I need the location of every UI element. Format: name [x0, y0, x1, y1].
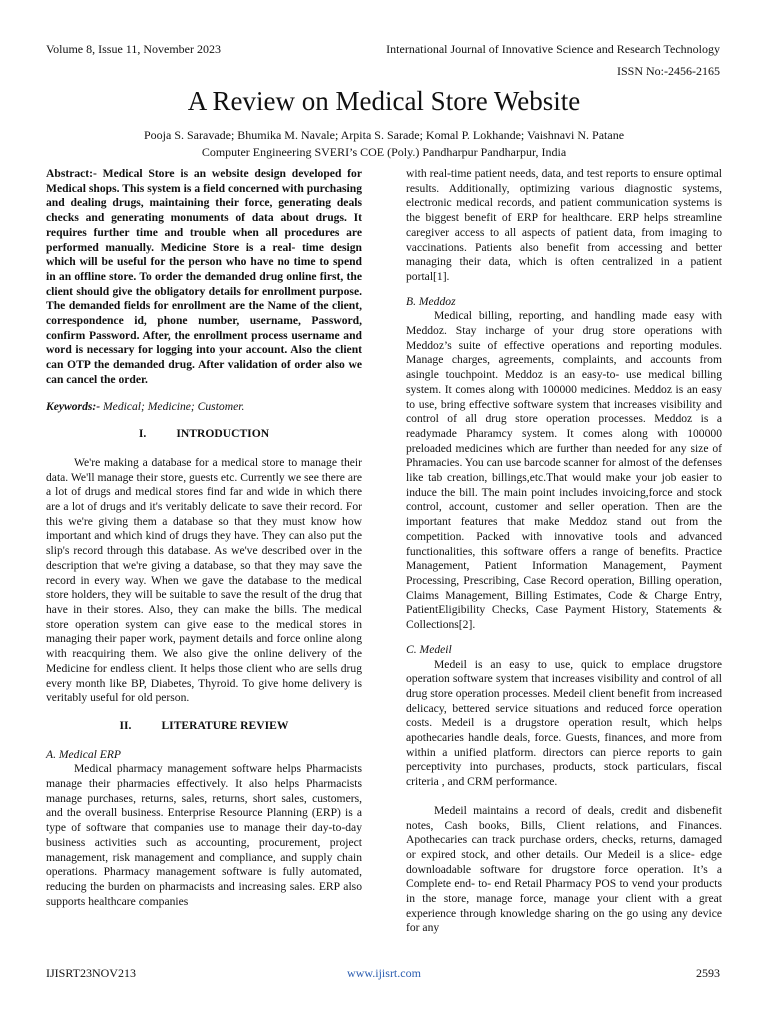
- section-title: LITERATURE REVIEW: [161, 718, 289, 732]
- section-heading-introduction: [46, 427, 362, 442]
- medeil-paragraph-1: Medeil is an easy to use, quick to emplace drugstore operation software system that increases visibility and control of all drug store operation processes. Medeil client benefit from increased delicacy, bettered service situations and reduced force operation costs. Medeil is a drugstore operation result, which helps apothecaries handle deals, force. Guests, finances, and more from within a unified platform. directors can pierce reports to gain perceptivity into purchases, products, stock particulars, fiscal criteria , and CRM performance.: [406, 657, 722, 789]
- section-number: II.: [119, 718, 132, 732]
- subsection-heading-meddoz: B. Meddoz: [406, 294, 456, 308]
- keywords-label: Keywords:-: [46, 399, 101, 413]
- medeil-paragraph-2: Medeil maintains a record of deals, credit and disbenefit notes, Cash books, Bills, Client relations, and Finances. Apothecaries can track purchase orders, checks, returns, damaged or expired stock, and other details. Our Medeil is a slice- edge downloadable software for drugstore force operation. It’s a Complete end- to- end Retail Pharmacy POS to vend your products in the store, manage force, manage your client with a great experience through knowledge sharing on the go using any device for any: [406, 803, 722, 935]
- page-number: 2593: [696, 966, 720, 980]
- journal-name: International Journal of Innovative Science and Research Technology: [386, 42, 720, 56]
- meddoz-paragraph: Medical billing, reporting, and handling made easy with Meddoz. Stay incharge of your drug store operations with Meddoz’s suite of effective operations and reporting modules. Manage charges, agreements, complaints, and accounts from asingle touchpoint. Meddoz is an easy-to- use medical billing system. It comes along with 100000 medicines. Meddoz is an easy to use, bring effective software system that increases visibility and control of all drug store operation processes. Meddoz is a readymade Pharamcy system. It comes along with 100000 preloaded medicines which are further than needed for any size of Phramacies. You can use barcode scanner for almost of the defenses like tab creation, billings,etc.That would make your job easier to induce the bill. The main point includes invoicing,force and stock control, account, customer and seller operation. Then are the important features that make Meddoz stand out from the competition. Packed with innovative tools and advanced functionalities, this software offers a range of benefits. Practice Management, Patient Information Management, Payment Processing, Prescribing, Case Record operation, Billing operation, Claims Management, Billing Estimates, Code & Charge Entry, PatientEligibility Checks, Case Payment History, Statements & Collections[2].: [406, 309, 722, 632]
- paper-title: A Review on Medical Store Website: [187, 86, 581, 116]
- medical-erp-paragraph: Medical pharmacy management software helps Pharmacists manage their pharmacies effectively. It also helps Pharmacists manage purchases, returns, sales, returns, short sales, customers, and the overall business. Enterprise Resource Planning (ERP) is a type of software that companies use to manage their day-to-day business activities such as accounting, procurement, project management, risk management and compliance, and supply chain operations. Pharmacy management software is fully automated, reducing the burden on pharmacists and increasing sales. ERP also supports healthcare companies: [46, 762, 362, 908]
- subsection-heading-medical-erp: A. Medical ERP: [46, 747, 122, 761]
- section-number: I.: [138, 427, 147, 441]
- section-title: INTRODUCTION: [176, 427, 270, 441]
- authors: Pooja S. Saravade; Bhumika M. Navale; Arpita S. Sarade; Komal P. Lokhande; Vaishnavi N. Patane: [143, 128, 625, 142]
- subsection-heading-medeil: C. Medeil: [406, 642, 452, 656]
- keywords-value: Medical; Medicine; Customer.: [103, 399, 245, 413]
- website-link[interactable]: www.ijisrt.com: [347, 966, 421, 980]
- paper-id: IJISRT23NOV213: [46, 966, 136, 980]
- abstract: Abstract:- Medical Store is an website design developed for Medical shops. This system is a field concerned with purchasing and dealing drugs, maintaining their force, generating deals checks and generating monuments of data about drugs. It requires further time and trouble when all procedures are performed manually. Medicine Store is a real- time design which will be useful for the person who have no time to spend in an offline store. To order the demanded drug online first, the client should give the obligatory details for enrollment purpose. The demanded fields for enrollment are the Name of the client, correspondence id, phone number, username, Password, confirm Password. After, the enrollment process username and word is necessary for logging into your account. Also the client can OTP the demanded drug. After validation of order also we can cancel the order.: [46, 167, 362, 386]
- right-column: [406, 167, 722, 936]
- volume-info: Volume 8, Issue 11, November 2023: [46, 42, 221, 56]
- issn: ISSN No:-2456-2165: [616, 64, 720, 78]
- keywords: [46, 400, 362, 415]
- introduction-paragraph: We're making a database for a medical store to manage their data. We'll manage their store, guests etc. Currently we see there are a lot of drugs and medical stores find far and wide in which there are a lot of drugs and it's veritably delicate to save their record. For this we're giving them a database so that they must know how important and which kind of drugs they have. They can also put the slip's record through this database. As we've described over in the description that we're giving a database, so that they may save the record in every way. When we gave the database to the medical store holders, they will be suitable to save the result of the drug that have in their stores. Also, they can make the bills. The medical store operation system can give ease to the medical stores in managing their paper work, payment details and force online along with reacquiring them. We also give the online delivery of the Medicine for endless client. It helps those client who are sells drug every month like BP, Diabetes, Thyroid. To give home delivery is veritably useful for old person.: [46, 455, 362, 705]
- left-column: [46, 167, 362, 909]
- medical-erp-continued: with real-time patient needs, data, and test reports to ensure optimal results. Additionally, optimizing various diagnostic systems, electronic medical records, and patient communication systems is the biggest benefit of ERP for healthcare. ERP helps streamline caregiver access to all aspects of patient data, from imaging to vaccinations. Patients also benefit from accessing and better managing their data, which is often centralized in a patient portal[1].: [406, 167, 722, 283]
- section-heading-literature-review: [46, 719, 362, 734]
- affiliation: Computer Engineering SVERI’s COE (Poly.) Pandharpur Pandharpur, India: [201, 145, 567, 159]
